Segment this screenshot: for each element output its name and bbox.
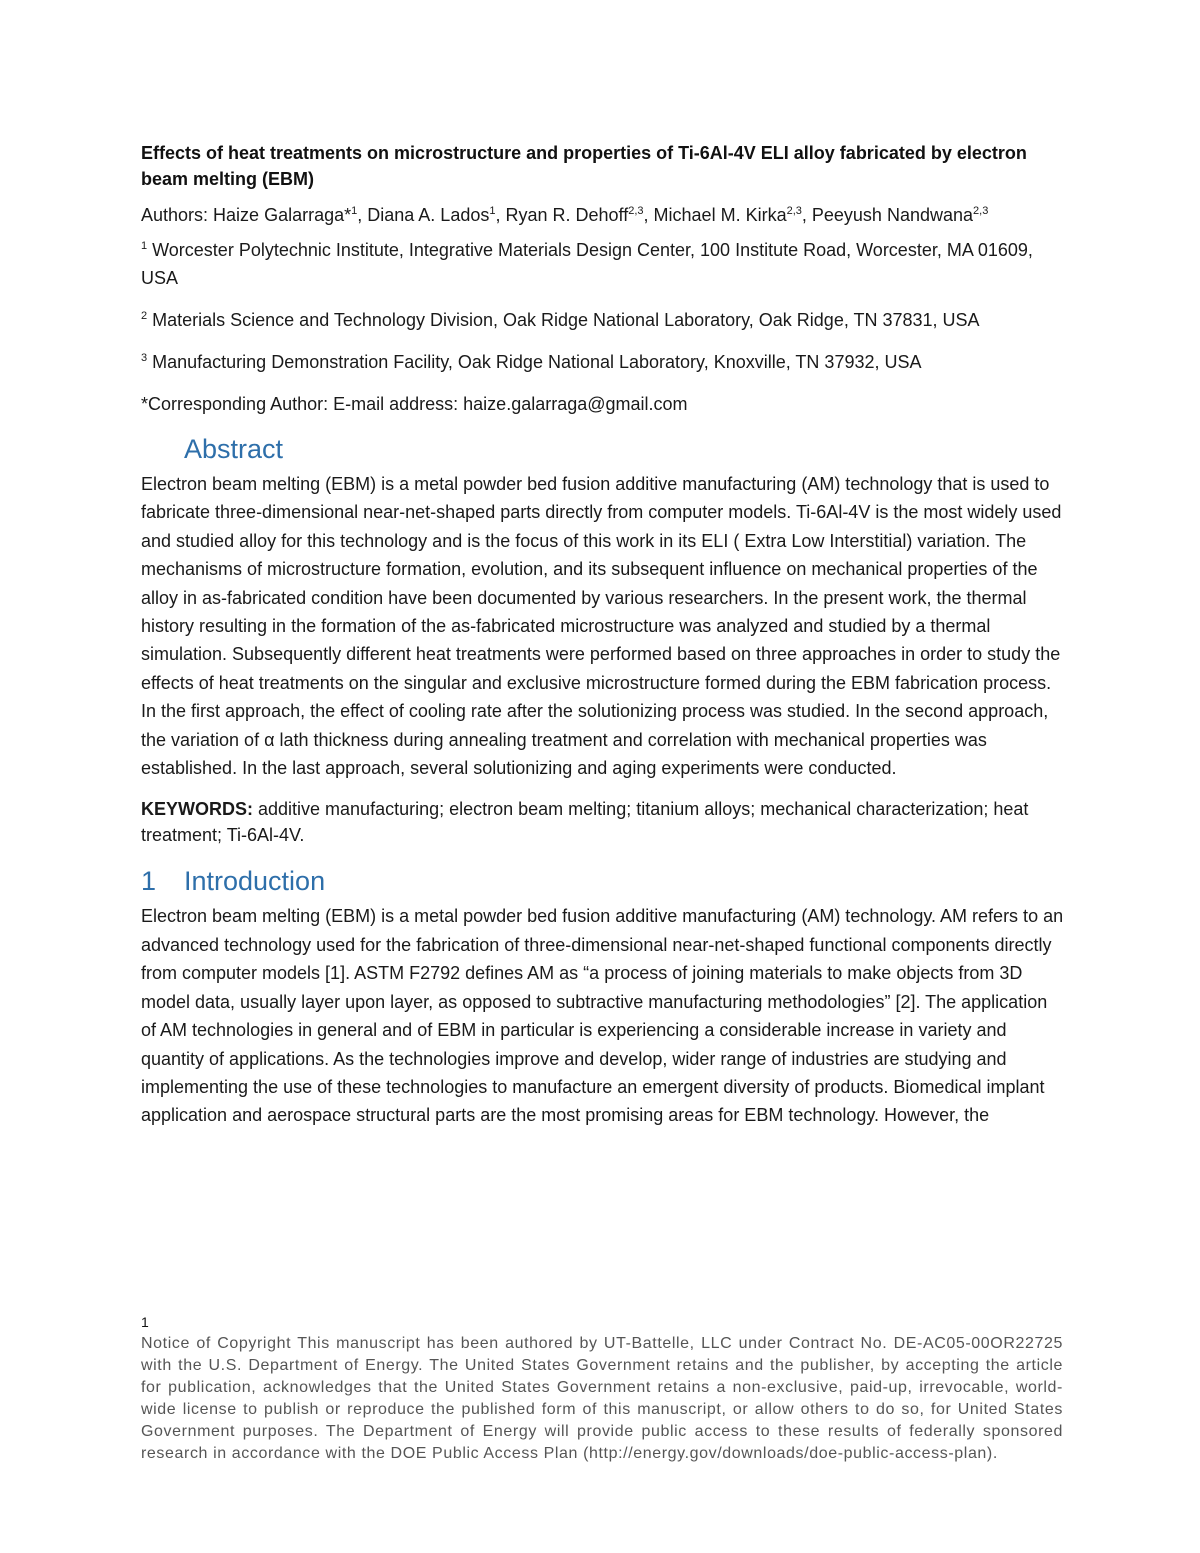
author-name: Ryan R. Dehoff — [505, 205, 629, 225]
keywords-text: additive manufacturing; electron beam melting; titanium alloys; mechanical characterization; heat treatment; Ti-6Al-4V. — [141, 799, 1029, 846]
author-list: Authors: Haize Galarraga*$^1$, Diana A. Lados$^1$, Ryan R. Dehoff$^{2,3}$, Michael M. Kirka$^{2,3}$, Peeyush Nandwana$^{2,3}$ — [141, 205, 989, 225]
abstract-text: Electron beam melting (EBM) is a metal powder bed fusion additive manufacturing (AM) technology that is used to fabricate three-dimensional near-net-shaped parts directly from computer models. Ti-6Al-4V is the most widely used and studied alloy for this technology and is the focus of this work in its ELI ( Extra Low Interstitial) variation. The mechanisms of microstructure formation, evolution, and its subsequent influence on mechanical properties of the alloy in as-fabricated condition have been documented by various researchers. In the present work, the thermal history resulting in the formation of the as-fabricated microstructure was analyzed and studied by a thermal simulation. Subsequently different heat treatments were performed based on three approaches in order to study the effects of heat treatments on the singular and exclusive microstructure formed during the EBM fabrication process. In the first approach, the effect of cooling rate after the solutionizing process was studied. In the second approach, the variation of α lath thickness during annealing treatment and correlation with mechanical properties was established. In the last approach, several solutionizing and aging experiments were conducted. — [141, 474, 1062, 779]
keywords — [141, 796, 1066, 848]
affiliation-marker: 1 — [141, 240, 148, 252]
author-affiliation-marker: 1 — [489, 205, 496, 217]
authors-prefix: Authors: — [141, 205, 214, 225]
affiliation-1 — [141, 236, 1066, 292]
section-title: Introduction — [184, 866, 326, 897]
author-name: Diana A. Lados — [367, 205, 490, 225]
copyright-notice: Notice of Copyright This manuscript has been authored by UT-Battelle, LLC under Contract No. DE-AC05-00OR22725 with the U.S. Department of Energy. The United States Government retains and the publisher, by accepting the article for publication, acknowledges that the United States Government retains a non-exclusive, paid-up, irrevocable, world-wide license to publish or reproduce the published form of this manuscript, or allow others to do so, for United States Government purposes. The Department of Energy will provide public access to these results of federally sponsored research in accordance with the DOE Public Access Plan (http://energy.gov/downloads/doe-public-access-plan). — [141, 1335, 1063, 1462]
affiliation-2 — [141, 306, 1066, 334]
author-affiliation-marker: 1 — [351, 205, 358, 217]
abstract-heading: Abstract — [184, 434, 284, 464]
page-number: 1 — [141, 1314, 149, 1330]
author-affiliation-marker: 2,3 — [628, 205, 644, 217]
affiliation-3 — [141, 348, 1066, 376]
affiliation-text: Manufacturing Demonstration Facility, Oak Ridge National Laboratory, Knoxville, TN 37932, USA — [147, 352, 922, 372]
author-name: Peeyush Nandwana — [811, 205, 974, 225]
author-affiliation-marker: 2,3 — [973, 205, 989, 217]
author-name: Michael M. Kirka — [653, 205, 787, 225]
paper-title: Effects of heat treatments on microstructure and properties of Ti-6Al-4V ELI alloy fabricated by electron beam melting (EBM) — [141, 143, 1027, 189]
introduction-heading — [141, 862, 1066, 900]
affiliation-marker: 2 — [141, 310, 148, 322]
corresponding-author: *Corresponding Author: E-mail address: haize.galarraga@gmail.com — [141, 394, 688, 414]
affiliation-text: Materials Science and Technology Division, Oak Ridge National Laboratory, Oak Ridge, TN 37831, USA — [147, 310, 980, 330]
introduction-text: Electron beam melting (EBM) is a metal powder bed fusion additive manufacturing (AM) technology. AM refers to an advanced technology used for the fabrication of three-dimensional near-net-shaped functional components directly from computer models [1]. ASTM F2792 defines AM as “a process of joining materials to make objects from 3D model data, usually layer upon layer, as opposed to subtractive manufacturing methodologies” [2]. The application of AM technologies in general and of EBM in particular is experiencing a considerable increase in variety and quantity of applications. As the technologies improve and develop, wider range of industries are studying and implementing the use of these technologies to manufacture an emergent diversity of products. Biomedical implant application and aerospace structural parts are the most promising areas for EBM technology. However, the — [141, 906, 1064, 1126]
page-footer — [141, 1313, 1063, 1465]
keywords-label: KEYWORDS: — [141, 799, 253, 820]
section-number: 1 — [141, 866, 157, 897]
author-name: Haize Galarraga* — [213, 205, 352, 225]
affiliation-text: Worcester Polytechnic Institute, Integrative Materials Design Center, 100 Institute Road, Worcester, MA 01609, USA — [141, 240, 1033, 288]
author-affiliation-marker: 2,3 — [786, 205, 802, 217]
paper-page — [141, 140, 1066, 1130]
affiliation-marker: 3 — [141, 352, 148, 364]
